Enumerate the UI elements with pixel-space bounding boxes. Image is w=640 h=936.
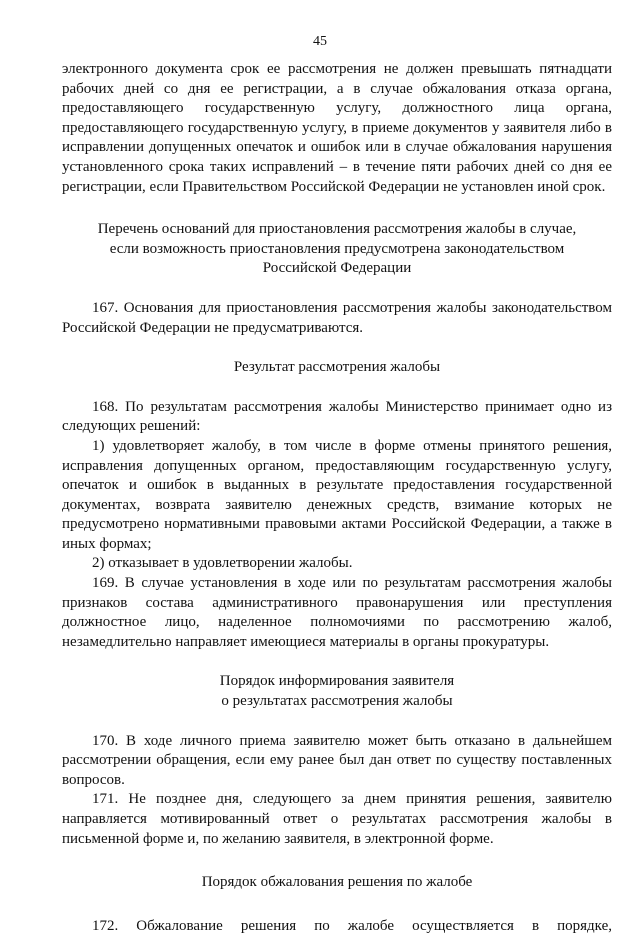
paragraph-continuation: электронного документа срок ее рассмотрения не должен превышать пятнадцати рабочих дней со дня ее регистрации, а в случае обжалования отказа органа, предоставляющего государственную услугу, должностного лица органа, предоставляющего государственную услугу, в приеме документов у заявителя либо в исправлении допущенных опечаток и ошибок или в случае обжалования нарушения установленного срока таких исправлений – в течение пяти рабочих дней со дня ее регистрации, если Правительством Российской Федерации не установлен иной срок. bbox=[62, 61, 612, 195]
section-heading-informing bbox=[62, 672, 612, 711]
paragraph-168: 168. По результатам рассмотрения жалобы Министерство принимает одно из следующих решений: bbox=[62, 398, 612, 435]
paragraph-171: 171. Не позднее дня, следующего за днем принятия решения, заявителю направляется мотивированный ответ о результатах рассмотрения жалобы в письменной форме и, по желанию заявителя, в электронной форме. bbox=[62, 791, 612, 847]
heading-line: Российской Федерации bbox=[262, 260, 412, 277]
paragraph-167: 167. Основания для приостановления рассмотрения жалобы законодательством Российской Федерации не предусматриваются. bbox=[62, 299, 612, 336]
section-heading-result: Результат рассмотрения жалобы bbox=[233, 359, 441, 376]
paragraph-168-item-1: 1) удовлетворяет жалобу, в том числе в форме отмены принятого решения, исправления допущенных органом, предоставляющим государственную услугу, опечаток и ошибок в выданных в результате предоставления государственной документах, возврата заявителю денежных средств, взимание которых не предусмотрено нормативными правовыми актами Российской Федерации, а также в иных формах; bbox=[62, 437, 612, 552]
page-content bbox=[62, 60, 612, 936]
section-heading-appeal: Порядок обжалования решения по жалобе bbox=[201, 874, 473, 891]
paragraph-172: 172. Обжалование решения по жалобе осуществляется в порядке, bbox=[92, 917, 612, 934]
heading-line: о результатах рассмотрения жалобы bbox=[221, 693, 453, 710]
paragraph-169: 169. В случае установления в ходе или по результатам рассмотрения жалобы признаков состава административного правонарушения или преступления должностное лицо, наделенное полномочиями по рассмотрению жалоб, незамедлительно направляет имеющиеся материалы в органы прокуратуры. bbox=[62, 575, 612, 650]
section-heading-suspension bbox=[62, 220, 612, 279]
paragraph-170: 170. В ходе личного приема заявителю может быть отказано в дальнейшем рассмотрении обращения, если ему ранее был дан ответ по существу поставленных вопросов. bbox=[62, 732, 612, 788]
paragraph-168-item-2: 2) отказывает в удовлетворении жалобы. bbox=[92, 555, 353, 572]
heading-line: Перечень оснований для приостановления рассмотрения жалобы в случае, bbox=[97, 221, 577, 238]
heading-line: Порядок информирования заявителя bbox=[219, 673, 455, 690]
page-number: 45 bbox=[313, 34, 327, 49]
heading-line: если возможность приостановления предусмотрена законодательством bbox=[109, 240, 565, 257]
